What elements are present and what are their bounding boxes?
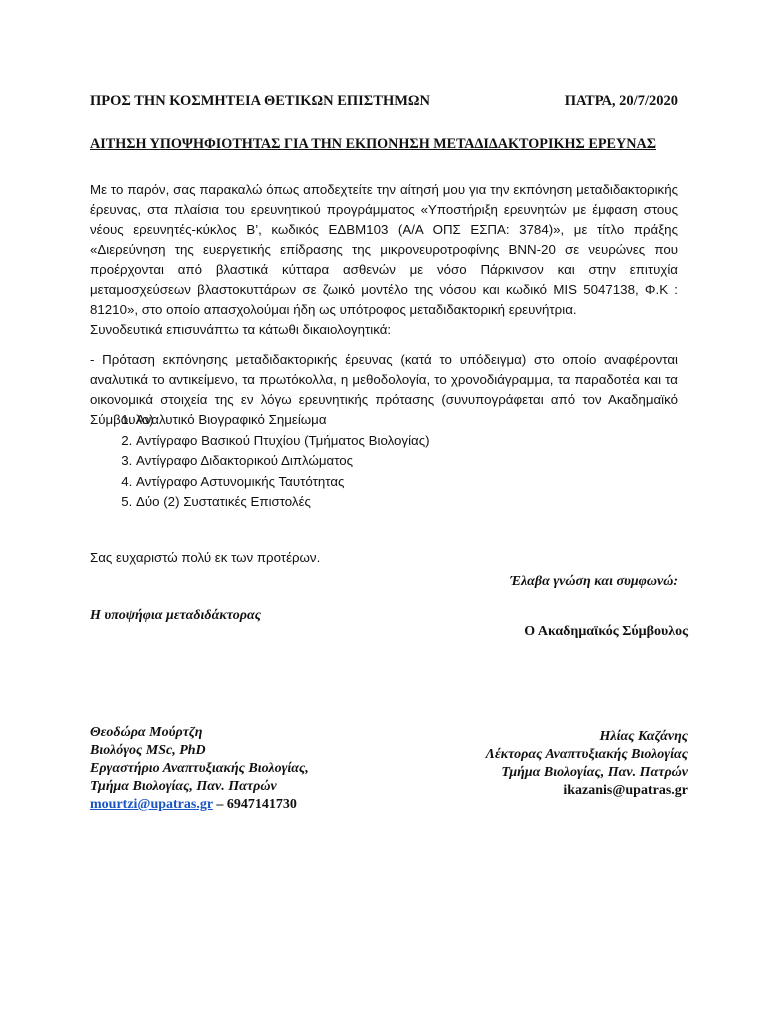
proposal-paragraph: - Πρόταση εκπόνησης μεταδιδακτορικής έρευνας (κατά το υπόδειγμα) στο οποίο αναφέρονται αναλυτικά το αντικείμενο, τα πρωτόκολλα, η μεθοδολογία, το χρονοδιάγραμμα, τα παραδοτέα και τα οικονομικά στοιχεία της εν λόγω ερευνητικής πρότασης (συνυπογράφεται από τον Ακαδημαϊκό Σύμβουλο) — [90, 352, 678, 427]
list-item: 4. Αντίγραφο Αστυνομικής Ταυτότητας — [136, 472, 430, 493]
candidate-contact — [90, 796, 309, 814]
candidate-degree: Βιολόγος MSc, PhD — [90, 743, 206, 758]
advisor-signature-block — [486, 728, 688, 800]
advisor-email: ikazanis@upatras.gr — [563, 783, 688, 798]
subject-title: ΑΙΤΗΣΗ ΥΠΟΨΗΦΙΟΤΗΤΑΣ ΓΙΑ ΤΗΝ ΕΚΠΟΝΗΣΗ ΜΕΤΑΔΙΔΑΚΤΟΡΙΚΗΣ ΕΡΕΥΝΑΣ — [90, 136, 656, 152]
advisor-name: Ηλίας Καζάνης — [599, 729, 688, 744]
advisor-title: Ο Ακαδημαϊκός Σύμβουλος — [524, 624, 688, 639]
candidate-signature-block — [90, 724, 309, 814]
candidate-phone: 6947141730 — [226, 797, 297, 812]
attachments-intro: Συνοδευτικά επισυνάπτω τα κάτωθι δικαιολογητικά: — [90, 322, 392, 337]
list-item: 1. Αναλυτικό Βιογραφικό Σημείωμα — [136, 410, 430, 431]
list-item: 2. Αντίγραφο Βασικού Πτυχίου (Τμήματος Βιολογίας) — [136, 431, 430, 452]
advisor-department: Τμήμα Βιολογίας, Παν. Πατρών — [501, 765, 688, 780]
documents-list — [90, 410, 430, 513]
acknowledgement-line: Έλαβα γνώση και συμφωνώ: — [510, 574, 678, 589]
candidate-lab: Εργαστήριο Αναπτυξιακής Βιολογίας, — [90, 761, 309, 776]
intro-paragraph: Με το παρόν, σας παρακαλώ όπως αποδεχτείτε την αίτησή μου για την εκπόνηση μεταδιδακτορικής έρευνας, στα πλαίσια του ερευνητικού προγράμματος «Υποστήριξη ερευνητών με έμφαση στους νέους ερευνητές-κύκλος Β’, κωδικός ΕΔΒΜ103 (Α/Α ΟΠΣ ΕΣΠΑ: 3784)», με τίτλο πράξης «Διερεύνηση της ευεργετικής επίδρασης της μικρονευροτροφίνης ΒΝΝ-20 σε νευρώνες που προέρχονται από βλαστικά κύτταρα ασθενών με νόσο Πάρκινσον και στην επιτυχία μεταμοσχεύσεων βλαστοκυττάρων σε ζωικό μοντέλο της νόσου και κωδικό MIS 5047138, Φ.Κ : 81210», στο οποίο απασχολούμαι ήδη ως υπότροφος μεταδιδακτορική ερευνήτρια. — [90, 182, 678, 317]
candidate-title: Η υποψήφια μεταδιδάκτορας — [90, 608, 261, 623]
advisor-position: Λέκτορας Αναπτυξιακής Βιολογίας — [485, 747, 688, 762]
place-date: ΠΑΤΡΑ, 20/7/2020 — [564, 93, 678, 109]
list-item: 3. Αντίγραφο Διδακτορικού Διπλώματος — [136, 451, 430, 472]
phone-separator: – — [212, 797, 227, 812]
list-item: 5. Δύο (2) Συστατικές Επιστολές — [136, 492, 430, 513]
thanks-line: Σας ευχαριστώ πολύ εκ των προτέρων. — [90, 550, 321, 565]
candidate-name: Θεοδώρα Μούρτζη — [90, 725, 203, 740]
candidate-department: Τμήμα Βιολογίας, Παν. Πατρών — [90, 779, 277, 794]
recipient-line: ΠΡΟΣ ΤΗΝ ΚΟΣΜΗΤΕΙΑ ΘΕΤΙΚΩΝ ΕΠΙΣΤΗΜΩΝ — [90, 93, 431, 109]
candidate-email-link[interactable]: mourtzi@upatras.gr — [90, 797, 213, 812]
